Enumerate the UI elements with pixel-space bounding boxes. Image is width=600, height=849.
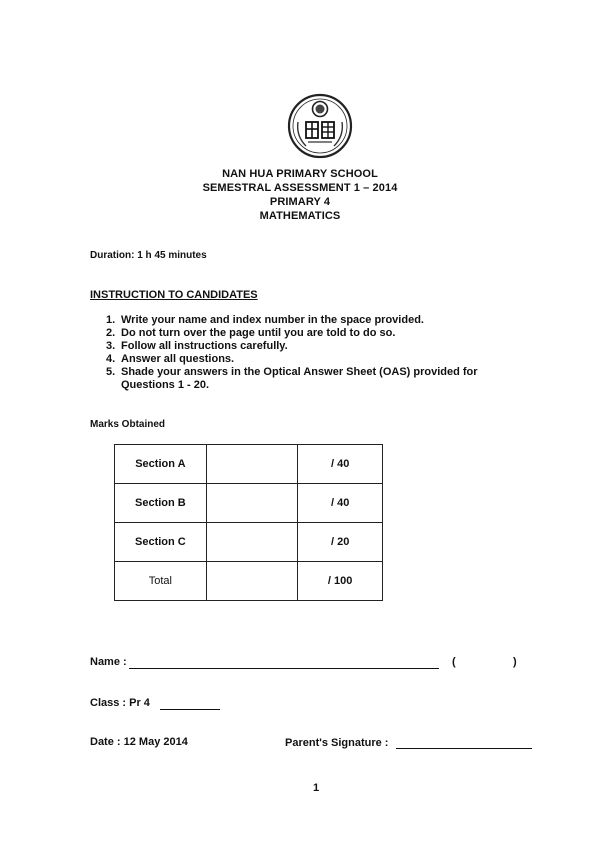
table-row [115, 562, 383, 601]
instruction-item [106, 314, 526, 327]
assessment-title: SEMESTRAL ASSESSMENT 1 – 2014 [202, 182, 398, 194]
name-label: Name : [90, 656, 127, 668]
instruction-item [106, 366, 526, 392]
instructions-title: INSTRUCTION TO CANDIDATES [90, 289, 258, 301]
marks-total-cell: / 40 [298, 484, 383, 523]
table-row [115, 484, 383, 523]
section-cell: Total [115, 562, 207, 601]
class-field[interactable] [160, 709, 220, 710]
instruction-text: Do not turn over the page until you are told to do so. [121, 327, 396, 339]
marks-obtained-cell[interactable] [206, 484, 298, 523]
section-cell: Section B [115, 484, 207, 523]
signature-field[interactable] [396, 748, 532, 749]
marks-obtained-label: Marks Obtained [90, 419, 166, 430]
instruction-item [106, 340, 526, 353]
signature-label: Parent's Signature : [285, 737, 389, 749]
instruction-text: Answer all questions. [121, 353, 235, 365]
subject: MATHEMATICS [259, 210, 341, 222]
duration: Duration: 1 h 45 minutes [90, 250, 207, 261]
index-open-paren: ( [452, 656, 456, 668]
table-row [115, 445, 383, 484]
instructions-list [106, 314, 526, 392]
index-number-field[interactable] [460, 654, 510, 670]
instruction-number: 3. [106, 340, 116, 352]
instruction-number: 4. [106, 353, 116, 365]
instruction-text: Shade your answers in the Optical Answer Sheet (OAS) provided for Questions 1 - 20. [121, 366, 478, 391]
marks-obtained-cell[interactable] [206, 445, 298, 484]
marks-obtained-cell[interactable] [206, 562, 298, 601]
date-label: Date : 12 May 2014 [90, 736, 188, 748]
instruction-text: Follow all instructions carefully. [121, 340, 288, 352]
marks-total-cell: / 40 [298, 445, 383, 484]
table-row [115, 523, 383, 562]
marks-obtained-cell[interactable] [206, 523, 298, 562]
class-label: Class : Pr 4 [90, 697, 150, 709]
marks-total-cell: / 20 [298, 523, 383, 562]
instruction-number: 5. [106, 366, 116, 378]
section-cell: Section A [115, 445, 207, 484]
name-field[interactable] [129, 668, 439, 669]
school-crest-icon [286, 92, 354, 160]
instruction-item [106, 353, 526, 366]
section-cell: Section C [115, 523, 207, 562]
marks-table [114, 444, 383, 601]
school-name: NAN HUA PRIMARY SCHOOL [222, 168, 378, 180]
marks-total-cell: / 100 [298, 562, 383, 601]
page-number: 1 [312, 782, 320, 794]
index-close-paren: ) [513, 656, 517, 668]
instruction-number: 1. [106, 314, 116, 326]
level: PRIMARY 4 [269, 196, 331, 208]
instruction-number: 2. [106, 327, 116, 339]
instruction-text: Write your name and index number in the space provided. [121, 314, 424, 326]
instruction-item [106, 327, 526, 340]
